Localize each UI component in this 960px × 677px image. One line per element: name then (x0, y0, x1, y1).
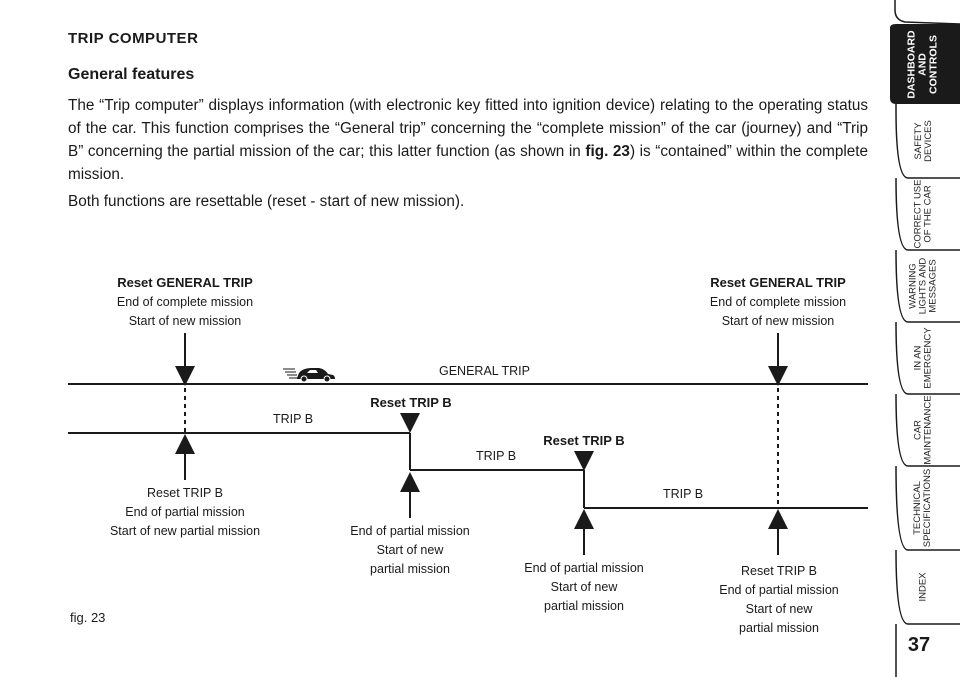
paragraph-2: Both functions are resettable (reset - start of new mission). (68, 193, 465, 210)
tab-label: WARNING LIGHTS AND MESSAGES (907, 257, 939, 315)
trip-b-label-3: TRIP B (663, 487, 704, 501)
bottom-label-4-line3: Start of new (745, 602, 813, 616)
tab-label: CORRECT USE OF THE CAR (912, 179, 934, 249)
tab-label: TECHNICAL SPECIFICATIONS (912, 468, 934, 548)
trip-b-label-1: TRIP B (273, 412, 314, 426)
tab-correct-use[interactable] (887, 178, 960, 250)
reset-trip-b-title-1: Reset TRIP B (370, 395, 452, 410)
reset-general-right-line1: End of complete mission (709, 295, 847, 309)
reset-general-left-line1: End of complete mission (116, 295, 254, 309)
reset-general-left-title: Reset GENERAL TRIP (117, 275, 253, 290)
tab-warning-lights[interactable] (887, 250, 960, 322)
tab-label: CAR MAINTENANCE (912, 395, 934, 465)
bottom-label-2-line2: Start of new (376, 543, 444, 557)
subtitle: General features (68, 66, 195, 83)
up-arrow-3 (574, 509, 594, 529)
bottom-label-3-line1: End of partial mission (524, 561, 644, 575)
paragraph-1-part-b: ) is “contained” within the complete mission. (68, 143, 868, 183)
tab-technical-specifications[interactable] (887, 466, 960, 550)
bottom-label-2-line3: partial mission (370, 562, 450, 576)
figure-caption: fig. 23 (70, 610, 106, 625)
up-arrow-1 (175, 434, 195, 454)
chapter-sidebar (887, 0, 960, 677)
tab-label: IN AN EMERGENCY (912, 327, 934, 389)
bottom-label-3-line3: partial mission (544, 599, 624, 613)
bottom-label-1-line1: Reset TRIP B (147, 486, 223, 500)
section-title: TRIP COMPUTER (68, 30, 199, 47)
up-arrow-4 (768, 509, 788, 529)
reset-general-right-line2: Start of new mission (721, 314, 835, 328)
tab-safety-devices[interactable] (887, 104, 960, 178)
tab-label: SAFETY DEVICES (912, 120, 934, 162)
tab-label: DASHBOARD AND CONTROLS (906, 29, 940, 99)
up-arrow-2 (400, 472, 420, 492)
paragraph-1-part-a: The “Trip computer” displays information (with electronic key fitted into ignition device) relating to the operating status of the car. This function comprises the “General trip” concerning the “complete mission” of the car (journey) and “Trip B” concerning the partial mission of the car; this latter function (as shown in (68, 97, 868, 160)
car-icon (283, 368, 335, 382)
figure-reference: fig. 23 (585, 143, 630, 160)
tab-index[interactable] (887, 550, 960, 624)
page-number: 37 (907, 634, 931, 656)
tab-car-maintenance[interactable] (887, 394, 960, 466)
tab-dashboard-and-controls[interactable] (887, 24, 960, 104)
bottom-label-4-line1: Reset TRIP B (741, 564, 817, 578)
reset-trip-b-arrow-2 (574, 451, 594, 471)
tab-label: INDEX (917, 572, 929, 602)
reset-general-left-line2: Start of new mission (128, 314, 242, 328)
bottom-label-2-line1: End of partial mission (350, 524, 470, 538)
bottom-label-4-line4: partial mission (739, 621, 819, 635)
general-trip-label: GENERAL TRIP (439, 364, 530, 378)
reset-general-right-title: Reset GENERAL TRIP (710, 275, 846, 290)
reset-trip-b-arrow-1 (400, 413, 420, 433)
bottom-label-1-line2: End of partial mission (125, 505, 245, 519)
trip-b-label-2: TRIP B (476, 449, 517, 463)
tab-in-an-emergency[interactable] (887, 322, 960, 394)
reset-trip-b-title-2: Reset TRIP B (543, 433, 625, 448)
bottom-label-3-line2: Start of new (550, 580, 618, 594)
bottom-label-4-line2: End of partial mission (719, 583, 839, 597)
bottom-label-1-line3: Start of new partial mission (109, 524, 261, 538)
